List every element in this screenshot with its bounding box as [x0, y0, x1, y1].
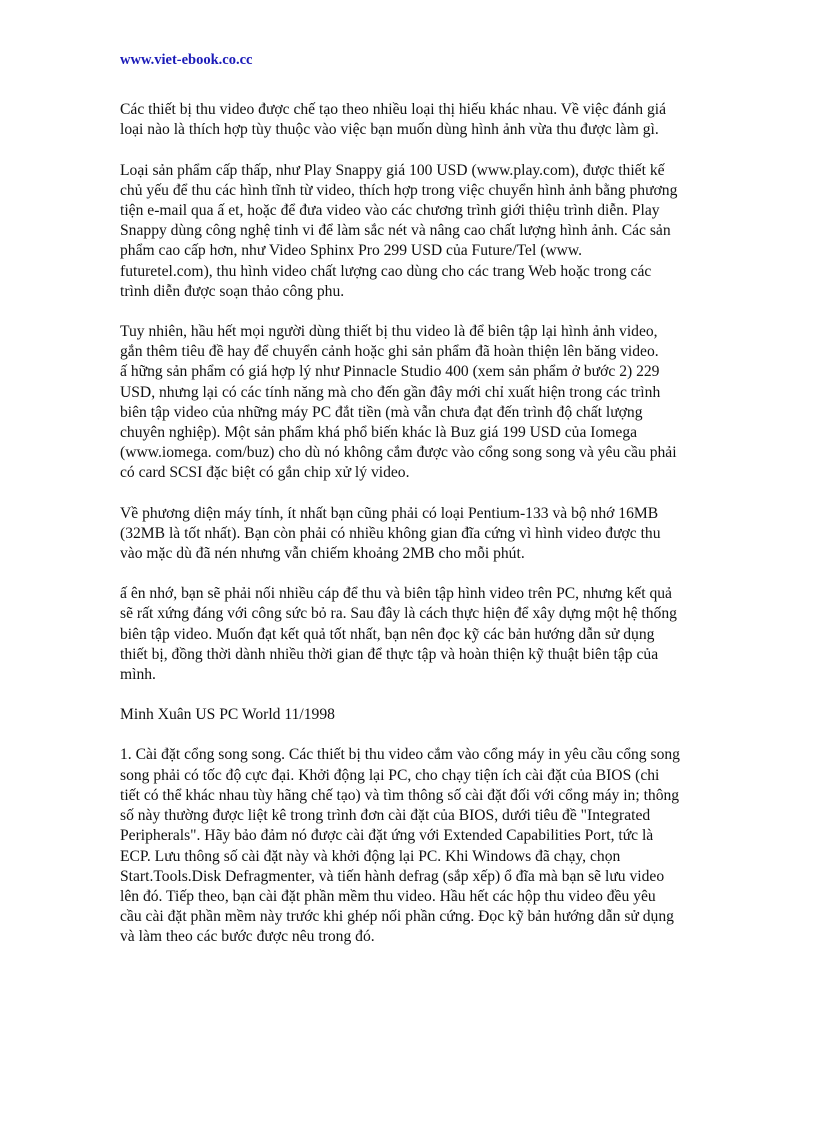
text-line: thiết bị, đồng thời dành nhiều thời gian để thực tập và hoàn thiện kỹ thuật biên tập của — [120, 645, 659, 663]
text-line: tiện e-mail qua ấ et, hoặc để đưa video vào các chương trình giới thiệu trình diễn. Play — [120, 202, 660, 220]
text-line: chuyên nghiệp). Một sản phẩm khá phổ biến khác là Buz giá 199 USD của Iomega — [120, 424, 638, 442]
text-line: có card SCSI đặc biệt có gắn chip xử lý video. — [120, 464, 410, 482]
text-line: và làm theo các bước được nêu trong đó. — [120, 928, 375, 946]
text-line: loại nào là thích hợp tùy thuộc vào việc bạn muốn dùng hình ảnh vừa thu được làm gì. — [120, 121, 659, 139]
text-line: chủ yếu để thu các hình tĩnh từ video, thích hợp trong việc chuyển hình ảnh bằng phương — [120, 181, 678, 199]
paragraph — [120, 322, 695, 484]
text-line: ECP. Lưu thông số cài đặt này và khởi động lại PC. Khi Windows đã chạy, chọn — [120, 847, 621, 865]
text-line: Snappy dùng công nghệ tinh vi để làm sắc nét và nâng cao chất lượng hình ảnh. Các sản — [120, 222, 671, 240]
text-line: sẽ rất xứng đáng với công sức bỏ ra. Sau đây là cách thực hiện để xây dựng một hệ thống — [120, 605, 677, 623]
text-line: 1. Cài đặt cổng song song. Các thiết bị thu video cắm vào cổng máy in yêu cầu cổng song — [120, 746, 680, 764]
text-line: vào mặc dù đã nén nhưng vẫn chiếm khoảng 2MB cho mỗi phút. — [120, 545, 525, 563]
paragraph — [120, 584, 695, 685]
paragraph — [120, 705, 695, 725]
text-line: biên tập video. Muốn đạt kết quả tốt nhất, bạn nên đọc kỹ các bản hướng dẫn sử dụng — [120, 625, 655, 643]
text-line: số này thường được liệt kê trong trình đơn cài đặt của BIOS, dưới tiêu đề "Integrated — [120, 807, 651, 825]
text-line: gắn thêm tiêu đề hay để chuyển cảnh hoặc ghi sản phẩm đã hoàn thiện lên băng video. — [120, 343, 659, 361]
text-line: Loại sản phẩm cấp thấp, như Play Snappy giá 100 USD (www.play.com), được thiết kế — [120, 161, 665, 179]
paragraph — [120, 745, 695, 947]
text-line: phẩm cao cấp hơn, như Video Sphinx Pro 299 USD của Future/Tel (www. — [120, 242, 583, 260]
text-line: tiết có thể khác nhau tùy hãng chế tạo) và tìm thông số cài đặt đối với cổng máy in; thông — [120, 786, 680, 804]
text-line: biên tập video của những máy PC đắt tiền (mà vẫn chưa đạt đến trình độ chất lượng — [120, 403, 643, 421]
document-page — [120, 50, 695, 968]
text-line: Về phương diện máy tính, ít nhất bạn cũng phải có loại Pentium-133 và bộ nhớ 16MB — [120, 504, 659, 522]
text-line: Peripherals". Hãy bảo đảm nó được cài đặt ứng với Extended Capabilities Port, tức là — [120, 827, 654, 845]
paragraph — [120, 161, 695, 302]
site-link[interactable]: www.viet-ebook.co.cc — [120, 52, 253, 68]
text-line: USD, nhưng lại có các tính năng mà cho đến gần đây mới chỉ xuất hiện trong các trình — [120, 383, 661, 401]
text-line: ấ ên nhớ, bạn sẽ phải nối nhiều cáp để thu và biên tập hình video trên PC, nhưng kết quả — [120, 585, 672, 603]
text-line: mình. — [120, 666, 156, 684]
paragraph — [120, 504, 695, 565]
text-line: futuretel.com), thu hình video chất lượng cao dùng cho các trang Web hoặc trong các — [120, 262, 652, 280]
text-line: song phải có tốc độ cực đại. Khởi động lại PC, cho chạy tiện ích cài đặt của BIOS (chi — [120, 766, 660, 784]
text-line: Tuy nhiên, hầu hết mọi người dùng thiết bị thu video là để biên tập lại hình ảnh video, — [120, 323, 658, 341]
text-line: trình diễn được soạn thảo công phu. — [120, 282, 345, 300]
text-line: Các thiết bị thu video được chế tạo theo nhiều loại thị hiếu khác nhau. Về việc đánh giá — [120, 101, 667, 119]
text-line: Start.Tools.Disk Defragmenter, và tiến hành defrag (sắp xếp) ổ đĩa mà bạn sẽ lưu video — [120, 867, 665, 885]
text-line: (www.iomega. com/buz) cho dù nó không cắm được vào cổng song song và yêu cầu phải — [120, 444, 677, 462]
paragraph — [120, 100, 695, 140]
text-line: (32MB là tốt nhất). Bạn còn phải có nhiều không gian đĩa cứng vì hình video được thu — [120, 524, 661, 542]
text-line: ấ hững sản phẩm có giá hợp lý như Pinnacle Studio 400 (xem sản phẩm ở bước 2) 229 — [120, 363, 660, 381]
document-body — [120, 100, 695, 947]
text-line: lên đó. Tiếp theo, bạn cài đặt phần mềm thu video. Hầu hết các hộp thu video đều yêu — [120, 887, 656, 905]
text-line: cầu cài đặt phần mềm này trước khi ghép nối phần cứng. Đọc kỹ bản hướng dẫn sử dụng — [120, 908, 674, 926]
text-line: Minh Xuân US PC World 11/1998 — [120, 706, 335, 724]
